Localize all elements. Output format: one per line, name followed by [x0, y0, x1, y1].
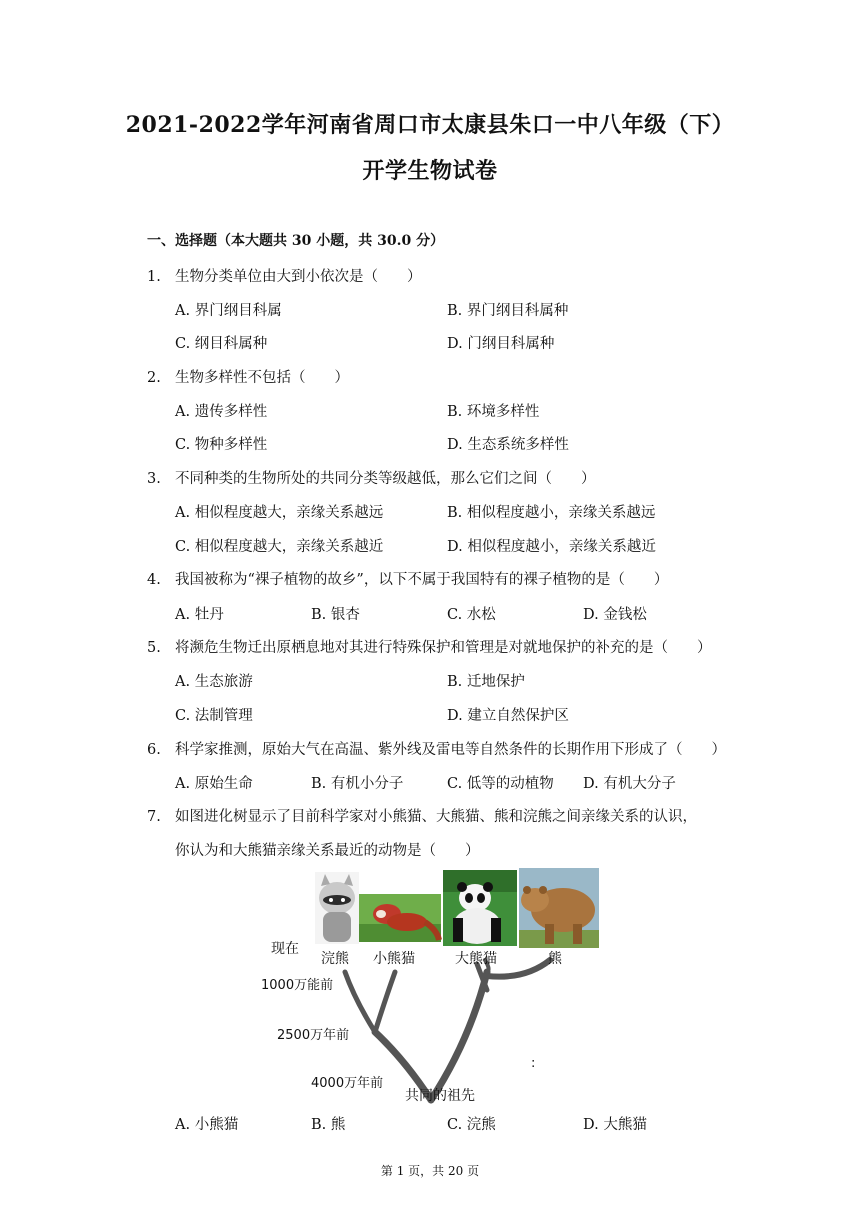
q4-option-c: C. 水松 [447, 607, 496, 623]
question-6: 6. 科学家推测，原始大气在高温、紫外线及雷电等自然条件的长期作用下形成了（ ） [147, 742, 726, 758]
q7-option-d: D. 大熊猫 [583, 1117, 647, 1133]
q7-option-a: A. 小熊猫 [175, 1117, 239, 1133]
question-3: 3. 不同种类的生物所处的共同分类等级越低，那么它们之间（ ） [147, 471, 596, 487]
q1-option-a: A. 界门纲目科属 [175, 303, 282, 319]
q5-option-c: C. 法制管理 [175, 708, 253, 724]
q7-option-b: B. 熊 [311, 1117, 346, 1133]
q2-option-d: D. 生态系统多样性 [447, 437, 569, 453]
q2-option-b: B. 环境多样性 [447, 404, 540, 420]
document-title-line1: 2021-2022学年河南省周口市太康县朱口一中八年级（下） [125, 112, 735, 138]
q5-option-a: A. 生态旅游 [175, 674, 253, 690]
raccoon-image [315, 872, 359, 944]
section-heading: 一、选择题（本大题共 30 小题，共 30.0 分） [147, 233, 445, 249]
label-time-4000: 4000万年前 [311, 1076, 384, 1091]
q2-option-c: C. 物种多样性 [175, 437, 268, 453]
q3-option-c: C. 相似程度越大，亲缘关系越近 [175, 539, 384, 555]
question-7-continued: 你认为和大熊猫亲缘关系最近的动物是（ ） [175, 843, 480, 859]
document-title-line2: 开学生物试卷 [362, 158, 498, 184]
q4-option-d: D. 金钱松 [583, 607, 647, 623]
question-4: 4. 我国被称为“裸子植物的故乡”，以下不属于我国特有的裸子植物的是（ ） [147, 572, 669, 588]
question-5: 5. 将濒危生物迁出原栖息地对其进行特殊保护和管理是对就地保护的补充的是（ ） [147, 640, 712, 656]
label-bear: 熊 [548, 951, 562, 967]
label-common-ancestor: 共同的祖先 [405, 1088, 475, 1104]
q6-option-a: A. 原始生命 [175, 776, 253, 792]
q1-option-c: C. 纲目科属种 [175, 336, 268, 352]
label-red-panda: 小熊猫 [373, 951, 415, 967]
q4-option-a: A. 牡丹 [175, 607, 224, 623]
red-panda-image [359, 894, 441, 942]
label-time-2500: 2500万年前 [277, 1028, 350, 1043]
label-time-1000: 1000万能前 [261, 978, 334, 993]
q5-option-d: D. 建立自然保护区 [447, 708, 569, 724]
q7-option-c: C. 浣熊 [447, 1117, 496, 1133]
q5-option-b: B. 迁地保护 [447, 674, 525, 690]
q1-option-b: B. 界门纲目科属种 [447, 303, 569, 319]
label-now: 现在 [271, 941, 299, 957]
q1-option-d: D. 门纲目科属种 [447, 336, 555, 352]
bear-image [519, 868, 599, 948]
question-1: 1. 生物分类单位由大到小依次是（ ） [147, 269, 422, 285]
q6-option-d: D. 有机大分子 [583, 776, 676, 792]
q3-option-b: B. 相似程度越小，亲缘关系越远 [447, 505, 656, 521]
page-footer: 第 1 页，共 20 页 [380, 1164, 480, 1178]
label-giant-panda: 大熊猫 [455, 951, 497, 967]
q6-option-c: C. 低等的动植物 [447, 776, 554, 792]
q3-option-a: A. 相似程度越大，亲缘关系越远 [175, 505, 384, 521]
question-7: 7. 如图进化树显示了目前科学家对小熊猫、大熊猫、熊和浣熊之间亲缘关系的认识， [147, 809, 697, 825]
giant-panda-image [443, 870, 517, 946]
label-dot: : [531, 1056, 536, 1071]
q2-option-a: A. 遗传多样性 [175, 404, 268, 420]
question-2: 2. 生物多样性不包括（ ） [147, 370, 349, 386]
q6-option-b: B. 有机小分子 [311, 776, 404, 792]
label-raccoon: 浣熊 [321, 951, 349, 967]
q3-option-d: D. 相似程度越小，亲缘关系越近 [447, 539, 656, 555]
evolution-tree-figure [255, 860, 615, 1110]
q4-option-b: B. 银杏 [311, 607, 360, 623]
